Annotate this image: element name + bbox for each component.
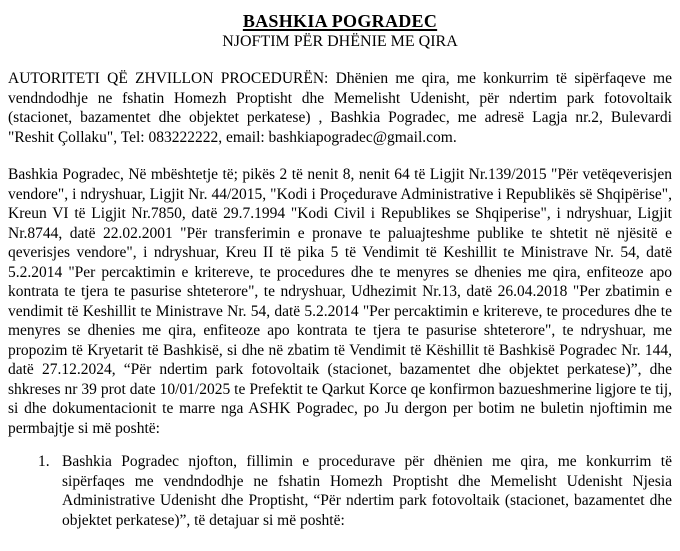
document-subtitle: NJOFTIM PËR DHËNIE ME QIRA [222,33,458,50]
document-title: BASHKIA POGRADEC [242,11,438,31]
authority-paragraph: AUTORITETI QË ZHVILLON PROCEDURËN: Dhënien me qira, me konkurrim të sipërfaqeve me vendndodhje ne fshatin Homezh Proptisht dhe Memelisht Udenisht, për ndertim park fotovoltaik (stacionet, bazamentet dhe objektet perkatese) , Bashkia Pogradec, me adresë Lagja nr.2, Bulevardi "Reshit Çollaku", Tel: 083222222, email: bashkiapogradec@gmail.com. [8,70,672,146]
list-item-text: Bashkia Pogradec njofton, fillimin e procedurave për dhënien me qira, me konkurrim të sipërfaqes me vendndodhje ne fshatin Homezh Proptisht dhe Memelisht Udenisht Njesia Administrative Udenisht dhe Proptisht, “Për ndertim park fotovoltaik (stacionet, bazamentet dhe objektet perkatese)”, të detajuar si më poshtë: [62,453,672,529]
document-header [8,10,672,51]
list-item [38,452,672,530]
list-item-number: 1. [38,453,50,470]
legal-basis-paragraph: Bashkia Pogradec, Në mbështetje të; pikës 2 të nenit 8, nenit 64 të Ligjit Nr.139/2015 "Për vetëqeverisjen vendore", i ndryshuar, Ligjit Nr. 44/2015, "Kodi i Proçedurave Administrative i Republikës së Shqipërise", Kreun VI të Ligjit Nr.7850, datë 29.7.1994 "Kodi Civil i Republikes se Shqiperise", i ndryshuar, Ligjit Nr.8744, datë 22.02.2001 "Për transferimin e pronave te paluajteshme publike te shtetit në njësitë e qeverisjes vendore", i ndryshuar, Kreu II të pika 5 të Vendimit të Keshillit te Ministrave Nr. 54, datë 5.2.2014 "Per percaktimin e kritereve, te procedures dhe te menyres se dhenies me qira, enfiteoze apo kontrata te tjera te pasurise shteterore", te ndryshuar, Udhezimit Nr.13, datë 26.04.2018 "Per zbatimin e vendimit të Keshillit te Ministrave Nr. 54, datë 5.2.2014 "Per percaktimin e kritereve, te procedures dhe te menyres se dhenies me qira, enfiteoze apo kontrata te tjera te pasurise shteterore", te ndryshuar, me propozim të Kryetarit të Bashkisë, si dhe në zbatim të Vendimit të Këshillit të Bashkisë Pogradec Nr. 144, datë 27.12.2024, “Për ndertim park fotovoltaik (stacionet, bazamentet dhe objektet perkatese)”, dhe shkreses nr 39 prot date 10/01/2025 te Prefektit te Qarkut Korce qe konfirmon bazueshmerine ligjore te tij, si dhe dokumentacionit te marre nga ASHK Pogradec, po Ju dergon per botim ne buletin njoftimin me permbajtje si më poshtë: [8,166,672,437]
announcement-list [8,452,672,530]
